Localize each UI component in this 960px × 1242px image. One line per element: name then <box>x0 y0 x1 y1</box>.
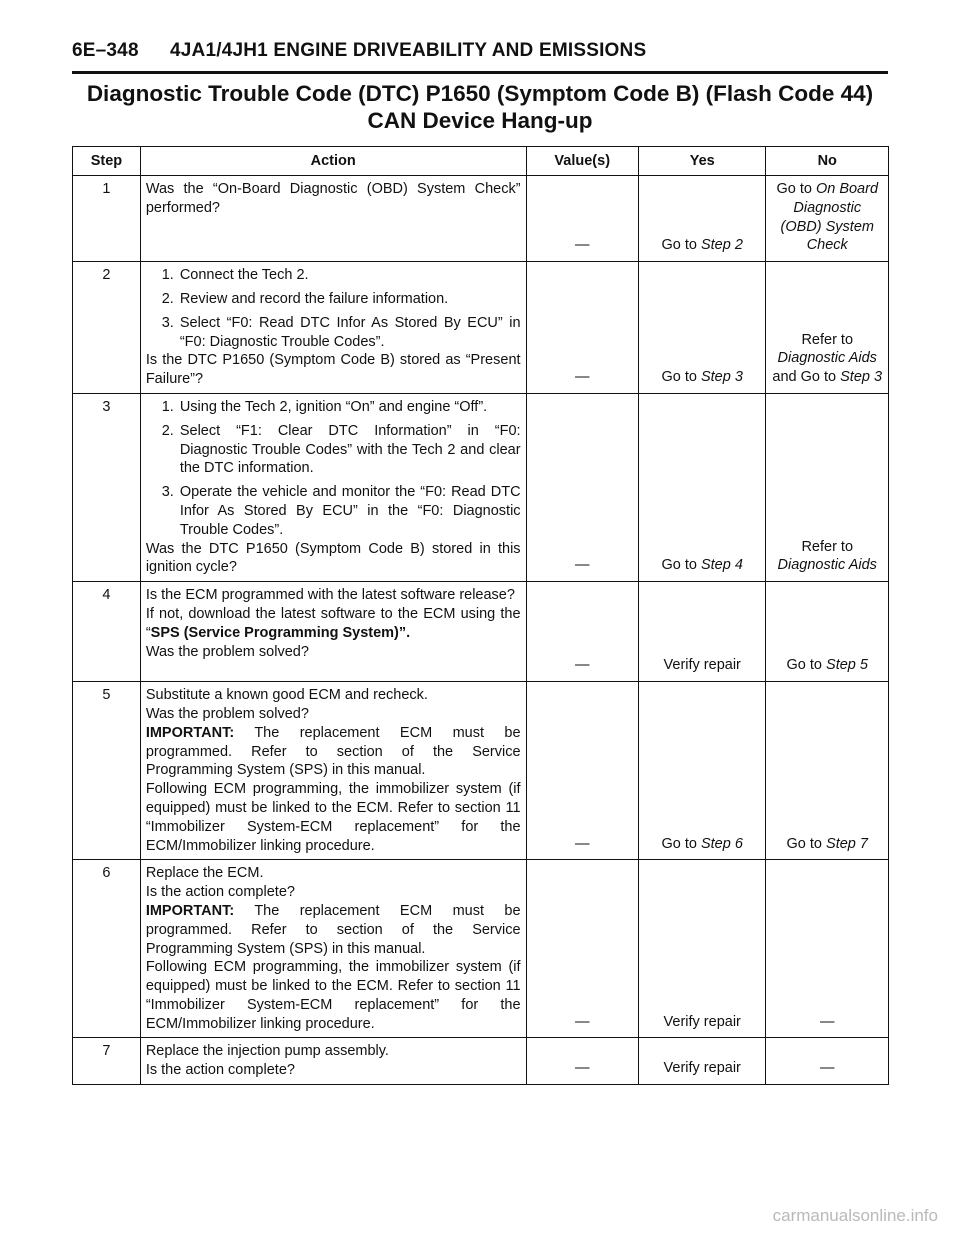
diagnostic-table <box>72 146 889 1085</box>
yes-step-link[interactable]: Step 3 <box>700 369 743 386</box>
step-no <box>766 393 889 581</box>
sub-step: 3. Select “F0: Read DTC Infor As Stored By ECU” in “F0: Diagnostic Trouble Codes”. <box>161 314 521 350</box>
table-row <box>73 682 889 860</box>
table-row <box>73 860 889 1038</box>
step-action <box>140 1038 526 1085</box>
yes-prefix: Go to <box>661 369 701 386</box>
important-note: IMPORTANT: The replacement ECM must be programmed. Refer to section of the Service Programming System (SPS) in this manual. <box>145 902 521 957</box>
step-yes: Verify repair <box>638 582 766 682</box>
table-row <box>73 1038 889 1085</box>
step-action <box>140 860 526 1038</box>
step-question: Is the action complete? <box>145 884 295 901</box>
step-value: — <box>526 262 638 394</box>
no-prefix: Refer to <box>801 331 854 348</box>
watermark: carmanualsonline.info <box>772 1206 938 1225</box>
sub-step: 1. Connect the Tech 2. <box>161 267 309 284</box>
step-number: 2 <box>73 262 141 394</box>
no-step-link[interactable]: Step 3 <box>840 369 883 386</box>
step-action <box>140 582 526 682</box>
step-question: Is the action complete? <box>145 1062 295 1079</box>
page-number: 6E–348 <box>72 40 139 61</box>
step-yes <box>638 262 766 394</box>
step-action <box>140 262 526 394</box>
action-line: Replace the ECM. <box>145 865 264 882</box>
step-value: — <box>526 393 638 581</box>
no-prefix: Refer to <box>801 538 854 555</box>
step-number: 7 <box>73 1038 141 1085</box>
action-line: If not, download the latest software to the ECM using the “SPS (Service Programming System)”. <box>145 605 521 641</box>
sub-step: 1. Using the Tech 2, ignition “On” and engine “Off”. <box>161 398 488 415</box>
step-question: Was the problem solved? <box>145 705 309 722</box>
action-line: Is the ECM programmed with the latest software release? <box>145 587 515 604</box>
no-prefix: Go to <box>776 181 816 197</box>
header-step: Step <box>73 147 141 176</box>
document-title <box>72 80 888 134</box>
yes-step-link[interactable]: Step 4 <box>700 557 743 574</box>
action-line: Substitute a known good ECM and recheck. <box>145 687 428 704</box>
section-title: 4JA1/4JH1 ENGINE DRIVEABILITY AND EMISSIONS <box>170 40 647 61</box>
step-number: 3 <box>73 393 141 581</box>
step-number: 1 <box>73 176 141 262</box>
step-value: — <box>526 176 638 262</box>
step-action <box>140 393 526 581</box>
action-line: Replace the injection pump assembly. <box>145 1043 389 1060</box>
header-action: Action <box>140 147 526 176</box>
no-reference-link[interactable]: Diagnostic Aids <box>777 350 877 367</box>
header-rule <box>72 71 888 74</box>
step-no <box>766 682 889 860</box>
yes-step-link[interactable]: Step 6 <box>700 835 743 852</box>
step-action: Was the “On-Board Diagnostic (OBD) System Check” performed? <box>140 176 526 262</box>
step-yes <box>638 176 766 262</box>
step-value: — <box>526 582 638 682</box>
step-number: 5 <box>73 682 141 860</box>
step-action <box>140 682 526 860</box>
yes-prefix: Go to <box>661 835 701 852</box>
step-question: Was the DTC P1650 (Symptom Code B) stored in this ignition cycle? <box>145 540 521 576</box>
page-header <box>72 40 888 62</box>
step-number: 6 <box>73 860 141 1038</box>
yes-prefix: Go to <box>661 237 701 254</box>
no-prefix: Go to <box>786 835 827 852</box>
no-step-link[interactable]: Step 7 <box>826 835 868 852</box>
step-no: — <box>766 1038 889 1085</box>
step-no <box>766 176 889 262</box>
step-value: — <box>526 1038 638 1085</box>
sub-step: 2. Select “F1: Clear DTC Information” in “F0: Diagnostic Trouble Codes” with the Tech 2 and clear the DTC information. <box>161 422 521 477</box>
important-note: IMPORTANT: The replacement ECM must be programmed. Refer to section of the Service Programming System (SPS) in this manual. <box>145 724 521 779</box>
step-value: — <box>526 860 638 1038</box>
step-question: Is the DTC P1650 (Symptom Code B) stored as “Present Failure”? <box>145 352 521 388</box>
title-line-1: Diagnostic Trouble Code (DTC) P1650 (Symptom Code B) (Flash Code 44) <box>86 81 874 106</box>
step-no <box>766 582 889 682</box>
step-yes <box>638 682 766 860</box>
no-mid: and Go to <box>772 369 841 386</box>
header-yes: Yes <box>638 147 766 176</box>
no-prefix: Go to <box>786 657 827 674</box>
sub-step: 2. Review and record the failure information. <box>161 290 449 307</box>
step-number: 4 <box>73 582 141 682</box>
table-row <box>73 393 889 581</box>
no-reference-link[interactable]: Diagnostic Aids <box>777 557 877 574</box>
title-line-2: CAN Device Hang-up <box>367 108 593 133</box>
header-values: Value(s) <box>526 147 638 176</box>
step-yes: Verify repair <box>638 1038 766 1085</box>
table-row <box>73 582 889 682</box>
sub-step: 3. Operate the vehicle and monitor the “F0: Read DTC Infor As Stored By ECU” in the “F0: Diagnostic Trouble Codes”. <box>161 484 521 538</box>
header-no: No <box>766 147 889 176</box>
step-question: Was the problem solved? <box>145 643 309 660</box>
no-reference-link[interactable]: On Board Diagnostic (OBD) System Check <box>780 181 879 254</box>
yes-prefix: Go to <box>661 557 701 574</box>
table-row <box>73 176 889 262</box>
yes-step-link[interactable]: Step 2 <box>700 237 743 254</box>
action-line: Following ECM programming, the immobilizer system (if equipped) must be linked to the ECM. Refer to section 11 “Immobilizer System-ECM replacement” for the ECM/Immobilizer linking procedure. <box>145 959 521 1032</box>
step-no <box>766 262 889 394</box>
no-step-link[interactable]: Step 5 <box>826 657 868 674</box>
step-value: — <box>526 682 638 860</box>
step-yes <box>638 393 766 581</box>
step-yes: Verify repair <box>638 860 766 1038</box>
step-no: — <box>766 860 889 1038</box>
action-line: Following ECM programming, the immobilizer system (if equipped) must be linked to the ECM. Refer to section 11 “Immobilizer System-ECM replacement” for the ECM/Immobilizer linking procedure. <box>145 781 521 854</box>
table-header-row <box>73 147 889 176</box>
table-row <box>73 262 889 394</box>
